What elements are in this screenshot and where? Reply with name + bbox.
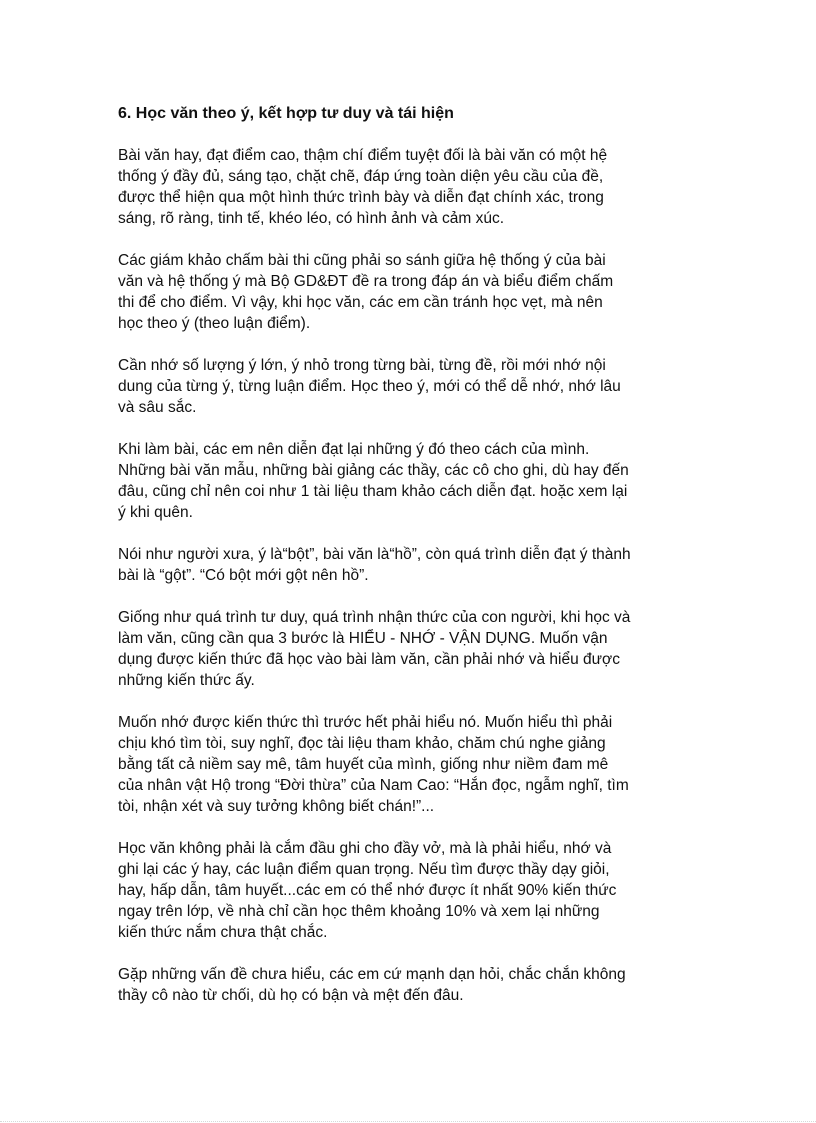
- text-line: Các giám khảo chấm bài thi cũng phải so sánh giữa hệ thống ý của bài: [118, 252, 606, 269]
- text-line: Những bài văn mẫu, những bài giảng các thầy, các cô cho ghi, dù hay đến: [118, 462, 629, 479]
- text-line: ghi lại các ý hay, các luận điểm quan trọng. Nếu tìm được thầy dạy giỏi,: [118, 861, 610, 878]
- paragraph: [118, 355, 708, 418]
- paragraph: [118, 250, 708, 334]
- paragraph: [118, 607, 708, 691]
- text-line: Gặp những vấn đề chưa hiểu, các em cứ mạnh dạn hỏi, chắc chắn không: [118, 966, 626, 983]
- text-line: Muốn nhớ được kiến thức thì trước hết phải hiểu nó. Muốn hiểu thì phải: [118, 714, 613, 731]
- paragraph: [118, 964, 708, 1006]
- document-page: [118, 103, 708, 1027]
- text-line: bằng tất cả niềm say mê, tâm huyết của mình, giống như niềm đam mê: [118, 756, 609, 773]
- text-line: ý khi quên.: [118, 504, 193, 521]
- section-heading: 6. Học văn theo ý, kết hợp tư duy và tái hiện: [118, 105, 454, 122]
- text-line: đâu, cũng chỉ nên coi như 1 tài liệu tham khảo cách diễn đạt. hoặc xem lại: [118, 483, 628, 500]
- text-line: Khi làm bài, các em nên diễn đạt lại những ý đó theo cách của mình.: [118, 441, 590, 458]
- text-line: bài là “gột”. “Có bột mới gột nên hồ”.: [118, 567, 369, 584]
- text-line: Bài văn hay, đạt điểm cao, thậm chí điểm tuyệt đối là bài văn có một hệ: [118, 147, 608, 164]
- paragraph: [118, 838, 708, 943]
- page-bottom-rule: [0, 1121, 816, 1122]
- text-line: của nhân vật Hộ trong “Đời thừa” của Nam Cao: “Hắn đọc, ngẫm nghĩ, tìm: [118, 777, 629, 794]
- text-line: văn và hệ thống ý mà Bộ GD&ĐT đề ra trong đáp án và biểu điểm chấm: [118, 273, 614, 290]
- document-body: [118, 145, 708, 1006]
- text-line: sáng, rõ ràng, tinh tế, khéo léo, có hình ảnh và cảm xúc.: [118, 210, 505, 227]
- text-line: dụng được kiến thức đã học vào bài làm văn, cần phải nhớ và hiểu được: [118, 651, 620, 668]
- paragraph: [118, 439, 708, 523]
- text-line: làm văn, cũng cần qua 3 bước là HIỂU - NHỚ - VẬN DỤNG. Muốn vận: [118, 630, 608, 647]
- paragraph: [118, 712, 708, 817]
- text-line: Nói như người xưa, ý là“bột”, bài văn là“hồ”, còn quá trình diễn đạt ý thành: [118, 546, 631, 563]
- text-line: thống ý đầy đủ, sáng tạo, chặt chẽ, đáp ứng toàn diện yêu cầu của đề,: [118, 168, 604, 185]
- paragraph: [118, 145, 708, 229]
- text-line: chịu khó tìm tòi, suy nghĩ, đọc tài liệu tham khảo, chăm chú nghe giảng: [118, 735, 606, 752]
- text-line: học theo ý (theo luận điểm).: [118, 315, 311, 332]
- text-line: Học văn không phải là cắm đầu ghi cho đầy vở, mà là phải hiểu, nhớ và: [118, 840, 612, 857]
- text-line: thầy cô nào từ chối, dù họ có bận và mệt đến đâu.: [118, 987, 464, 1004]
- text-line: những kiến thức ấy.: [118, 672, 255, 689]
- text-line: thi để cho điểm. Vì vậy, khi học văn, các em cần tránh học vẹt, mà nên: [118, 294, 603, 311]
- text-line: Cần nhớ số lượng ý lớn, ý nhỏ trong từng bài, từng đề, rồi mới nhớ nội: [118, 357, 606, 374]
- text-line: kiến thức nắm chưa thật chắc.: [118, 924, 328, 941]
- text-line: tòi, nhận xét và suy tưởng không biết chán!”...: [118, 798, 435, 815]
- text-line: hay, hấp dẫn, tâm huyết...các em có thể nhớ được ít nhất 90% kiến thức: [118, 882, 617, 899]
- text-line: ngay trên lớp, về nhà chỉ cần học thêm khoảng 10% và xem lại những: [118, 903, 600, 920]
- paragraph: [118, 544, 708, 586]
- text-line: được thể hiện qua một hình thức trình bày và diễn đạt chính xác, trong: [118, 189, 604, 206]
- text-line: dung của từng ý, từng luận điểm. Học theo ý, mới có thể dễ nhớ, nhớ lâu: [118, 378, 621, 395]
- text-line: Giống như quá trình tư duy, quá trình nhận thức của con người, khi học và: [118, 609, 631, 626]
- text-line: và sâu sắc.: [118, 399, 197, 416]
